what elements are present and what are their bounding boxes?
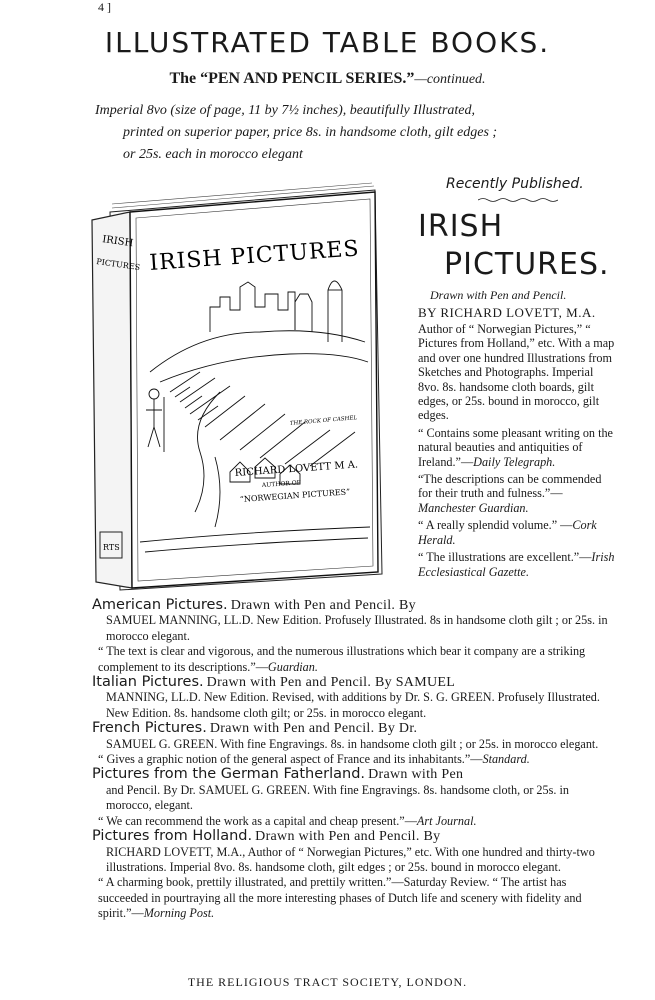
book-entries: [92, 598, 617, 922]
series-name: “PEN AND PENCIL SERIES.”: [200, 70, 415, 87]
review-1-quote: “ Contains some pleasant writing on the natural beauties and antiquities of Ireland.”—: [418, 425, 613, 469]
entry-5-body: RICHARD LOVETT, M.A., Author of “ Norwegian Pictures,” etc. With one hundred and thirty-two illustrations. Imperial 8vo. 8s. handsome cloth, gilt edges ; or 25s. bound in morocco elegant.: [106, 844, 595, 874]
featured-title-line-1: IRISH: [418, 209, 504, 244]
intro-line-2: printed on superior paper, price 8s. in handsome cloth, gilt edges ;: [123, 125, 498, 140]
entry-italian-pictures: [92, 675, 617, 721]
review-2: [418, 472, 616, 515]
entry-5-quote-block: [92, 875, 617, 921]
review-2-quote: “The descriptions can be commended for their truth and fulness.”—: [418, 472, 602, 501]
entry-3-quote: “ Gives a graphic notion of the general aspect of France and its inhabitants.”—: [98, 752, 483, 767]
cover-other-work: “NORWEGIAN PICTURES”: [239, 487, 351, 504]
entry-1-quote: “ The text is clear and vigorous, and the numerous illustrations which bear it company are a striking complement to its descriptions.”—: [98, 644, 586, 674]
entry-5-source: Morning Post.: [143, 906, 215, 921]
entry-3-rest: Drawn with Pen and Pencil. By Dr.: [209, 721, 418, 737]
entry-2-body: MANNING, LL.D. New Edition. Revised, with additions by Dr. S. G. GREEN. Profusely Illustrated. New Edition. 8s. handsome cloth gilt; or 25s. in morocco elegant.: [106, 690, 600, 720]
entry-4-quote: “ We can recommend the work as a capital and cheap present.”—: [98, 813, 417, 828]
entry-3-quote-block: [92, 752, 617, 767]
entry-3-body: SAMUEL G. GREEN. With fine Engravings. 8s. in handsome cloth gilt ; or 25s. in morocco elegant.: [106, 736, 599, 751]
entry-4-source: Art Journal.: [416, 813, 477, 828]
entry-american-pictures: [92, 598, 617, 675]
review-4-source: Irish Ecclesiastical Gazette.: [418, 550, 615, 579]
featured-description-block: [418, 322, 616, 579]
entry-german-fatherland: [92, 767, 617, 829]
ornamental-rule: [478, 197, 558, 203]
entry-1-body: SAMUEL MANNING, LL.D. New Edition. Profusely Illustrated. 8s in handsome cloth gilt ; or 25s. in morocco elegant.: [106, 613, 608, 643]
intro-line-1: Imperial 8vo (size of page, 11 by 7½ inches), beautifully Illustrated,: [95, 103, 476, 118]
intro-line-3: or 25s. each in morocco elegant: [123, 147, 303, 162]
entry-2-head: Italian Pictures.: [92, 674, 204, 691]
entry-pictures-from-holland: [92, 829, 617, 921]
entry-1-head: American Pictures.: [92, 597, 228, 613]
entry-3-source: Standard.: [482, 752, 530, 767]
entry-1-rest: Drawn with Pen and Pencil. By: [230, 598, 416, 613]
entry-5-quote: “ A charming book, prettily illustrated, and prettily written.”—Saturday Review. “ The artist has succeeded in pourtraying all the more interesting phases of Dutch life and scenery with fidelity and spirit.”—: [98, 875, 582, 921]
review-3-quote: “ A really splendid volume.” —: [418, 518, 573, 533]
featured-byline: BY RICHARD LOVETT, M.A.: [418, 305, 596, 320]
series-heading: [0, 70, 655, 88]
entry-french-pictures: [92, 721, 617, 767]
featured-drawn-with: Drawn with Pen and Pencil.: [430, 288, 567, 302]
review-4: [418, 550, 616, 579]
spine-title-1: IRISH: [101, 234, 134, 250]
entry-5-rest: Drawn with Pen and Pencil. By: [255, 829, 441, 845]
cover-author-of: AUTHOR OF: [261, 479, 302, 489]
spine-title-2: PICTURES: [95, 257, 141, 273]
book-cover-illustration: [90, 182, 385, 592]
cover-title: IRISH PICTURES: [148, 236, 361, 276]
entry-4-head: Pictures from the German Fatherland.: [92, 766, 366, 783]
series-continued: —continued.: [414, 72, 486, 87]
review-3: [418, 518, 616, 547]
review-4-quote: “ The illustrations are excellent.”—: [418, 550, 592, 565]
spine-badge: RTS: [103, 543, 120, 552]
featured-description: Author of “ Norwegian Pictures,” “ Pictures from Holland,” etc. With a map and over one hundred Illustrations from Sketches and Photographs. Imperial 8vo. 8s. handsome cloth boards, gilt edges, or 25s. bound in morocco, gilt edges.: [418, 322, 615, 423]
publisher-footer: THE RELIGIOUS TRACT SOCIETY, LONDON.: [187, 975, 468, 989]
page-title: ILLUSTRATED TABLE BOOKS.: [104, 26, 551, 59]
entry-4-quote-block: [92, 814, 617, 829]
intro-paragraph: [95, 100, 620, 166]
entry-1-source: Guardian.: [267, 659, 318, 674]
review-2-source: Manchester Guardian.: [418, 500, 529, 515]
entry-5-head: Pictures from Holland.: [92, 828, 253, 845]
recently-published-label: Recently Published.: [446, 176, 584, 192]
entry-4-rest: Drawn with Pen: [368, 767, 464, 783]
page-number: 4 ]: [98, 0, 111, 14]
review-1: [418, 426, 616, 469]
series-the: The: [169, 70, 197, 87]
entry-3-head: French Pictures.: [92, 720, 207, 737]
entry-4-body: and Pencil. By Dr. SAMUEL G. GREEN. With fine Engravings. 8s. handsome cloth, or 25s. in morocco, elegant.: [106, 782, 569, 813]
review-1-source: Daily Telegraph.: [473, 454, 556, 469]
featured-title-line-2: PICTURES.: [444, 247, 610, 282]
entry-2-rest: Drawn with Pen and Pencil. By SAMUEL: [206, 675, 456, 691]
cover-author: RICHARD LOVETT M A.: [234, 459, 359, 479]
featured-title: [418, 208, 618, 284]
review-3-source: Cork Herald.: [418, 518, 597, 547]
cover-caption: THE ROCK OF CASHEL: [289, 415, 358, 427]
entry-1-quote-block: [92, 644, 617, 675]
